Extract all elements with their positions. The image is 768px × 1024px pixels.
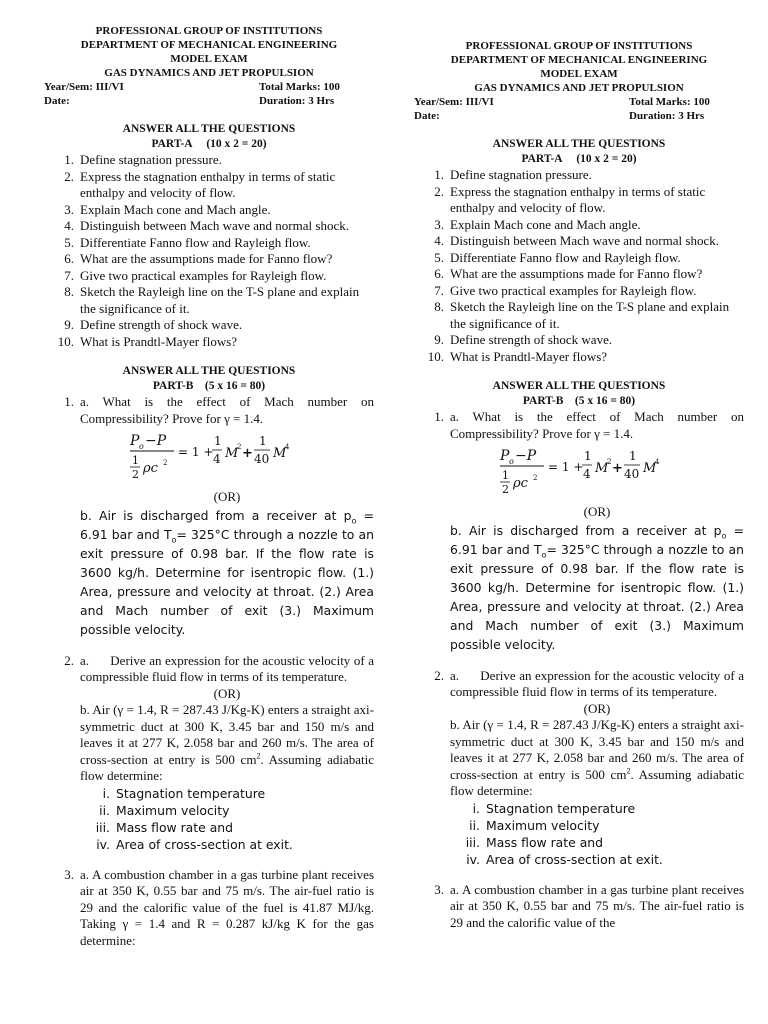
question-item: 10. What is Prandtl-Mayer flows? [427, 348, 608, 364]
svg-text:M: M [595, 461, 609, 476]
part-a-instruction: ANSWER ALL THE QUESTIONS [492, 138, 666, 150]
part-a-questions [44, 152, 374, 350]
question-item: 5. Differentiate Fanno flow and Rayleigh flow. [64, 234, 311, 250]
compressibility-formula [130, 431, 374, 485]
part-b-title: PART-B (5 x 16 = 80) [522, 395, 636, 407]
subject-title: GAS DYNAMICS AND JET PROPULSION [104, 67, 314, 79]
total-marks: Total Marks: 100 [259, 81, 340, 93]
svg-text:2: 2 [533, 474, 538, 482]
sub-item: iv. Area of cross-section at exit. [466, 851, 663, 867]
svg-text:4: 4 [213, 452, 221, 466]
svg-text:= 1 +: = 1 + [178, 445, 214, 459]
question-item: 3. Explain Mach cone and Mach angle. [64, 201, 271, 217]
svg-text:o: o [509, 457, 514, 466]
svg-text:4: 4 [285, 443, 290, 451]
svg-text:1: 1 [584, 449, 592, 463]
question-item: 1. Define stagnation pressure. [64, 152, 222, 167]
question-item: 8. Sketch the Rayleigh line on the T-S plane and explain the significance of it. [434, 299, 730, 331]
meta-row-1 [44, 80, 374, 94]
part-a-title: PART-A (10 x 2 = 20) [151, 138, 267, 150]
svg-text:M: M [225, 446, 239, 461]
question-item: 4. Distinguish between Mach wave and normal shock. [64, 218, 349, 233]
exam-type: MODEL EXAM [170, 53, 248, 65]
svg-text:= 1 +: = 1 + [548, 460, 584, 474]
department-name: DEPARTMENT OF MECHANICAL ENGINEERING [80, 39, 338, 51]
q2-part-a: a. Derive an expression for the acoustic velocity of a compressible fluid flow in terms of its temperature. [80, 652, 378, 684]
question-item: 2. Express the stagnation enthalpy in terms of static enthalpy and velocity of flow. [64, 168, 336, 200]
svg-text:P: P [130, 433, 140, 449]
sub-item: iii. Mass flow rate and [95, 819, 234, 835]
svg-text:2: 2 [237, 443, 242, 451]
svg-text:2: 2 [502, 483, 509, 496]
question-item: 5. Differentiate Fanno flow and Rayleigh flow. [434, 249, 681, 265]
or-separator: (OR) [213, 685, 241, 701]
exam-type: MODEL EXAM [540, 68, 618, 80]
duration: Duration: 3 Hrs [629, 110, 705, 122]
meta-row-2 [44, 94, 374, 108]
sub-item: iii. Mass flow rate and [465, 834, 604, 850]
part-b-instruction: ANSWER ALL THE QUESTIONS [492, 380, 666, 392]
svg-text:+: + [612, 461, 623, 476]
q2-subitems [450, 800, 744, 868]
question-item: 9. Define strength of shock wave. [434, 332, 613, 347]
meta-row-2 [414, 109, 744, 123]
question-item: 6. What are the assumptions made for Fanno flow? [64, 251, 333, 266]
meta-row-1 [414, 95, 744, 109]
exam-copy-right [414, 39, 748, 931]
part-b-question-2: 2. a. Derive an expression for the acoustic velocity of a compressible fluid flow in terms of its temperature. (OR) b. Air (γ = 1.4, R = 287.43 J/Kg-K) enters a straight axi-symmetric duct at 300 K, 3.45 bar and 150 m/s and leaves it at 277 K, 2.058 bar and 260 m/s. The area of cross-section at entry is 500 $cm^2$. Assuming adiabatic flow determine: i. Stagnation temperature ii. Maximum velocity iii. Mass flow rate and iv. Area of cross-section at exit. [64, 652, 378, 852]
svg-text:ρc: ρc [143, 461, 158, 476]
exam-copy-left [44, 24, 378, 949]
year-sem: Year/Sem: III/VI [414, 96, 494, 108]
institution-name: PROFESSIONAL GROUP OF INSTITUTIONS [95, 25, 323, 37]
part-a-questions [414, 167, 744, 365]
part-b-question-3: 3. a. A combustion chamber in a gas turbine plant receives air at 350 K, 0.55 bar and 75 m/s. The air-fuel ratio is 29 and the calorific value of the [434, 881, 744, 930]
svg-text:2: 2 [607, 458, 612, 466]
question-item: 3. Explain Mach cone and Mach angle. [434, 216, 641, 232]
svg-text:40: 40 [254, 452, 270, 466]
sub-item: i. Stagnation temperature [102, 785, 266, 801]
sub-item: iv. Area of cross-section at exit. [96, 836, 293, 852]
svg-text:1: 1 [214, 434, 222, 448]
institution-name: PROFESSIONAL GROUP OF INSTITUTIONS [465, 40, 693, 52]
question-item: 7. Give two practical examples for Rayleigh flow. [64, 267, 327, 283]
date-label: Date: [414, 110, 440, 122]
or-separator: (OR) [583, 504, 611, 519]
duration: Duration: 3 Hrs [259, 95, 335, 107]
sub-item: ii. Maximum velocity [469, 817, 600, 833]
part-a-instruction: ANSWER ALL THE QUESTIONS [122, 123, 296, 135]
question-item: 4. Distinguish between Mach wave and normal shock. [434, 233, 719, 248]
year-sem: Year/Sem: III/VI [44, 81, 124, 93]
question-item: 10. What is Prandtl-Mayer flows? [57, 333, 238, 349]
svg-text:1: 1 [259, 434, 267, 448]
question-item: 7. Give two practical examples for Rayleigh flow. [434, 282, 697, 298]
part-b-question-2: 2. a. Derive an expression for the acoustic velocity of a compressible fluid flow in terms of its temperature. (OR) b. Air (γ = 1.4, R = 287.43 J/Kg-K) enters a straight axi-symmetric duct at 300 K, 3.45 bar and 150 m/s and leaves it at 277 K, 2.058 bar and 260 m/s. The area of cross-section at entry is 500 $cm^2$. Assuming adiabatic flow determine: i. Stagnation temperature ii. Maximum velocity iii. Mass flow rate and iv. Area of cross-section at exit. [434, 667, 748, 867]
q2-part-b: b. Air (γ = 1.4, R = 287.43 J/Kg-K) enters a straight axi-symmetric duct at 300 K, 3.45 bar and 150 m/s and leaves it at 277 K, 2.058 bar and 260 m/s. The area of cross-section at entry is 500 $cm^2$. Assuming adiabatic flow determine: [450, 717, 745, 798]
svg-text:1: 1 [502, 469, 509, 482]
q3-part-a: a. A combustion chamber in a gas turbine plant receives air at 350 K, 0.55 bar and 75 m/s. The air-fuel ratio is 29 and the calorific value of the fuel is 41.87 MJ/kg. Taking γ = 1.4 and R = 0.287 kJ/kg K for the gas determine: [80, 866, 374, 948]
svg-text:−P: −P [515, 448, 537, 464]
or-separator: (OR) [213, 489, 241, 504]
department-name: DEPARTMENT OF MECHANICAL ENGINEERING [450, 54, 708, 66]
svg-text:o: o [139, 442, 144, 451]
compressibility-formula [500, 446, 744, 500]
sub-item: ii. Maximum velocity [99, 802, 230, 818]
question-item: 1. Define stagnation pressure. [434, 167, 592, 182]
part-b-question-1: 1. a. What is the effect of Mach number on Compressibility? Prove for γ = 1.4. P o −P 1 2 ρc 2 = 1 + 1 4 M 2 + 1 40 M 4 (OR) b. Air is discharged from a receiver at $p_o = 6.91$ bar and $T_o= 325^\circ C$ through a nozzle to an exit pressure of 0.98 bar. If the flow rate is 3600 kg/h. Determine for isentropic flow. (1.) Area, pressure and velocity at throat. (2.) Area and Mach number of exit (3.) Maximum possible velocity. [64, 394, 374, 637]
svg-text:1: 1 [132, 454, 139, 467]
part-b-question-1: 1. a. What is the effect of Mach number on Compressibility? Prove for γ = 1.4. P o −P 1 2 ρc 2 = 1 + 1 4 M 2 + 1 40 M 4 (OR) b. Air is discharged from a receiver at $p_o = 6.91$ bar and $T_o= 325^\circ C$ through a nozzle to an exit pressure of 0.98 bar. If the flow rate is 3600 kg/h. Determine for isentropic flow. (1.) Area, pressure and velocity at throat. (2.) Area and Mach number of exit (3.) Maximum possible velocity. [434, 409, 744, 652]
sub-item: i. Stagnation temperature [472, 800, 636, 816]
q2-subitems [80, 785, 374, 853]
q2-part-a: a. Derive an expression for the acoustic velocity of a compressible fluid flow in terms of its temperature. [450, 667, 748, 699]
q2-part-b: b. Air (γ = 1.4, R = 287.43 J/Kg-K) enters a straight axi-symmetric duct at 300 K, 3.45 bar and 150 m/s and leaves it at 277 K, 2.058 bar and 260 m/s. The area of cross-section at entry is 500 $cm^2$. Assuming adiabatic flow determine: [80, 702, 375, 783]
svg-text:+: + [242, 446, 253, 461]
svg-text:−P: −P [145, 433, 167, 449]
svg-text:1: 1 [629, 449, 637, 463]
svg-text:P: P [500, 448, 510, 464]
svg-text:ρc: ρc [513, 476, 528, 491]
question-item: 2. Express the stagnation enthalpy in terms of static enthalpy and velocity of flow. [434, 183, 706, 215]
svg-text:M: M [643, 461, 657, 476]
question-item: 8. Sketch the Rayleigh line on the T-S plane and explain the significance of it. [64, 284, 360, 316]
part-b-question-3: 3. a. A combustion chamber in a gas turbine plant receives air at 350 K, 0.55 bar and 75 m/s. The air-fuel ratio is 29 and the calorific value of the fuel is 41.87 MJ/kg. Taking γ = 1.4 and R = 0.287 kJ/kg K for the gas determine: [64, 866, 374, 948]
question-item: 6. What are the assumptions made for Fanno flow? [434, 266, 703, 281]
subject-title: GAS DYNAMICS AND JET PROPULSION [474, 82, 684, 94]
part-b-instruction: ANSWER ALL THE QUESTIONS [122, 365, 296, 377]
svg-text:4: 4 [583, 467, 591, 481]
question-item: 9. Define strength of shock wave. [64, 317, 243, 332]
q1-part-a: a. What is the effect of Mach number on Compressibility? Prove for γ = 1.4. [80, 394, 374, 426]
svg-text:2: 2 [163, 459, 168, 467]
part-a-title: PART-A (10 x 2 = 20) [521, 153, 637, 165]
date-label: Date: [44, 95, 70, 107]
part-b-title: PART-B (5 x 16 = 80) [152, 380, 266, 392]
q1-part-b: b. Air is discharged from a receiver at $p_o = 6.91$ bar and $T_o= 325^\circ C$ through a nozzle to an exit pressure of 0.98 bar. If the flow rate is 3600 kg/h. Determine for isentropic flow. (1.) Area, pressure and velocity at throat. (2.) Area and Mach number of exit (3.) Maximum possible velocity. [80, 507, 374, 637]
svg-text:2: 2 [132, 468, 139, 481]
svg-text:4: 4 [655, 458, 660, 466]
q3-part-a: a. A combustion chamber in a gas turbine plant receives air at 350 K, 0.55 bar and 75 m/s. The air-fuel ratio is 29 and the calorific value of the [450, 881, 744, 930]
svg-text:40: 40 [624, 467, 640, 481]
q1-part-b: b. Air is discharged from a receiver at $p_o = 6.91$ bar and $T_o= 325^\circ C$ through a nozzle to an exit pressure of 0.98 bar. If the flow rate is 3600 kg/h. Determine for isentropic flow. (1.) Area, pressure and velocity at throat. (2.) Area and Mach number of exit (3.) Maximum possible velocity. [450, 522, 744, 652]
total-marks: Total Marks: 100 [629, 96, 710, 108]
svg-text:M: M [273, 446, 287, 461]
or-separator: (OR) [583, 700, 611, 716]
q1-part-a: a. What is the effect of Mach number on Compressibility? Prove for γ = 1.4. [450, 409, 744, 441]
